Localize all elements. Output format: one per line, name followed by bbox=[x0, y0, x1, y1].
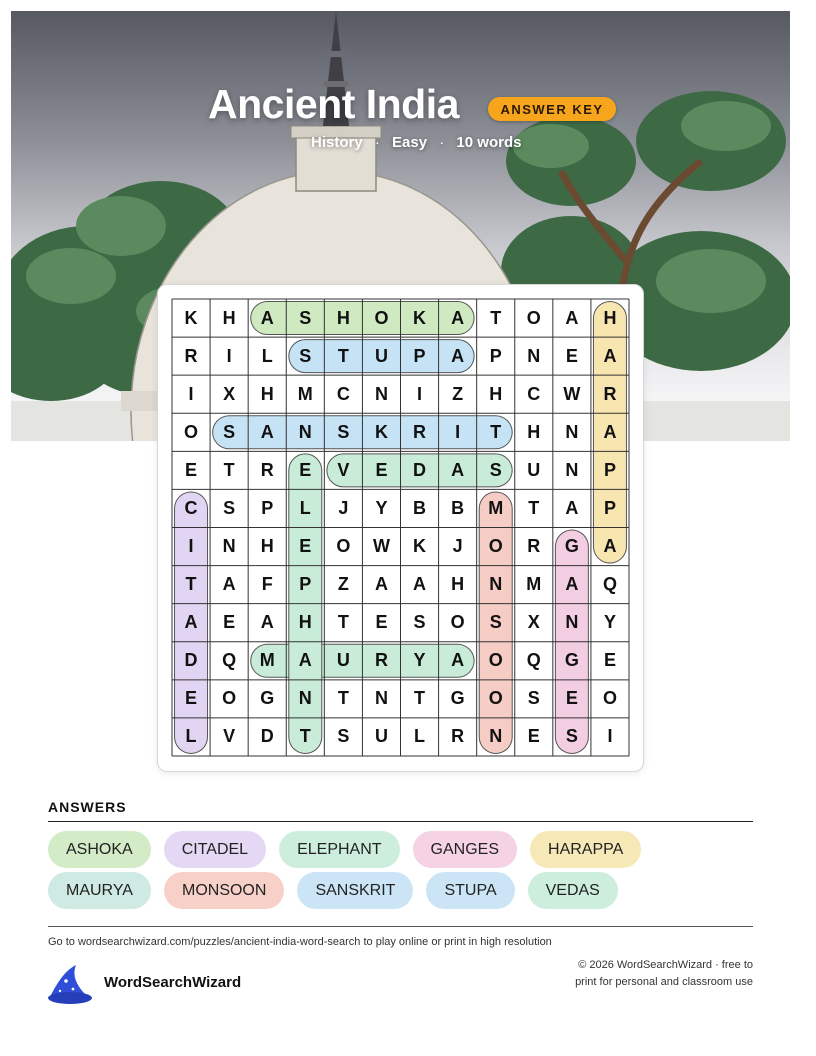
grid-cell: M bbox=[259, 650, 275, 671]
grid-cell: N bbox=[565, 459, 579, 480]
grid-cell: C bbox=[527, 383, 541, 404]
grid-cell: X bbox=[223, 383, 236, 404]
grid-cell: N bbox=[298, 688, 312, 709]
grid-cell: R bbox=[451, 726, 465, 747]
grid-cell: H bbox=[260, 536, 274, 557]
grid-cell: R bbox=[184, 345, 198, 366]
grid-cell: S bbox=[489, 459, 502, 480]
grid-cell: Y bbox=[375, 497, 388, 518]
grid-cell: A bbox=[603, 345, 617, 366]
grid-cell: S bbox=[299, 345, 312, 366]
grid-cell: A bbox=[260, 612, 274, 633]
grid-cell: T bbox=[528, 497, 540, 518]
grid-cell: Y bbox=[413, 650, 426, 671]
grid-cell: G bbox=[260, 688, 275, 709]
category-label: History bbox=[311, 134, 363, 151]
grid-cell: V bbox=[337, 459, 350, 480]
grid-cell: A bbox=[451, 650, 465, 671]
grid-cell: P bbox=[299, 574, 312, 595]
grid-cell: P bbox=[603, 459, 616, 480]
grid-cell: I bbox=[607, 726, 613, 747]
grid-cell: B bbox=[451, 497, 465, 518]
grid-cell: C bbox=[336, 383, 350, 404]
grid-cell: T bbox=[299, 726, 311, 747]
grid-cell: N bbox=[565, 421, 579, 442]
grid-cell: S bbox=[223, 421, 236, 442]
grid-cell: U bbox=[336, 650, 350, 671]
grid-cell: P bbox=[413, 345, 426, 366]
grid-cell: N bbox=[374, 383, 388, 404]
grid-cell: N bbox=[527, 345, 541, 366]
grid-cell: J bbox=[338, 497, 349, 518]
grid-cell: P bbox=[489, 345, 502, 366]
grid-cell: H bbox=[603, 307, 617, 328]
grid-cell: S bbox=[337, 726, 350, 747]
grid-cell: H bbox=[336, 307, 350, 328]
grid-cell: Z bbox=[337, 574, 349, 595]
copyright-text: © 2026 WordSearchWizard · free to print for personal and classroom use bbox=[575, 959, 753, 988]
grid-cell: K bbox=[184, 307, 198, 328]
grid-cell: M bbox=[488, 497, 504, 518]
divider bbox=[48, 926, 753, 927]
page-title: Ancient India bbox=[208, 81, 459, 127]
grid-cell: Z bbox=[452, 383, 464, 404]
footer-link[interactable]: Go to wordsearchwizard.com/puzzles/ancient-india-word-search to play online or print in high resolution bbox=[48, 936, 552, 948]
grid-cell: J bbox=[452, 536, 463, 557]
answers-list bbox=[48, 831, 768, 913]
grid-cell: E bbox=[185, 459, 198, 480]
separator-dot: · bbox=[374, 134, 380, 151]
grid-cell: A bbox=[260, 421, 274, 442]
grid-cell: E bbox=[603, 650, 616, 671]
grid-cell: K bbox=[413, 307, 427, 328]
grid-cell: E bbox=[565, 345, 578, 366]
grid-cell: A bbox=[413, 574, 427, 595]
answer-chip-citadel: CITADEL bbox=[164, 831, 266, 868]
grid-cell: H bbox=[260, 383, 274, 404]
grid-cell: D bbox=[413, 459, 427, 480]
wizard-hat-icon bbox=[46, 963, 94, 1007]
grid-cell: E bbox=[527, 726, 540, 747]
grid-cell: R bbox=[413, 421, 427, 442]
grid-cell: A bbox=[184, 612, 198, 633]
grid-cell: S bbox=[527, 688, 540, 709]
grid-cell: M bbox=[526, 574, 542, 595]
grid-cell: Q bbox=[602, 574, 617, 595]
grid-cell: O bbox=[450, 612, 465, 633]
grid-cell: T bbox=[223, 459, 235, 480]
grid-cell: R bbox=[603, 383, 617, 404]
grid-cell: L bbox=[299, 497, 311, 518]
answer-chip-harappa: HARAPPA bbox=[530, 831, 641, 868]
answer-chip-monsoon: MONSOON bbox=[164, 872, 284, 909]
grid-cell: S bbox=[299, 307, 312, 328]
grid-cell: A bbox=[222, 574, 236, 595]
grid-cell: K bbox=[413, 536, 427, 557]
grid-cell: S bbox=[489, 612, 502, 633]
grid-cell: R bbox=[260, 459, 274, 480]
grid-cell: U bbox=[527, 459, 541, 480]
grid-cell: N bbox=[565, 612, 579, 633]
grid-cell: P bbox=[261, 497, 274, 518]
difficulty-label: Easy bbox=[392, 134, 428, 151]
grid-cell: H bbox=[222, 307, 236, 328]
grid-cell: S bbox=[337, 421, 350, 442]
grid-cell: L bbox=[185, 726, 197, 747]
grid-cell: K bbox=[374, 421, 388, 442]
answer-chip-maurya: MAURYA bbox=[48, 872, 151, 909]
grid-cell: M bbox=[297, 383, 313, 404]
grid-cell: I bbox=[455, 421, 461, 442]
grid-cell: A bbox=[451, 459, 465, 480]
grid-cell: I bbox=[188, 383, 194, 404]
grid-cell: T bbox=[337, 688, 349, 709]
grid-cell: L bbox=[261, 345, 273, 366]
grid-cell: T bbox=[414, 688, 426, 709]
grid-cell: E bbox=[375, 459, 388, 480]
grid-cell: V bbox=[223, 726, 236, 747]
grid-cell: E bbox=[565, 688, 578, 709]
grid-cell: O bbox=[488, 688, 503, 709]
grid-cell: A bbox=[603, 536, 617, 557]
grid-cell: I bbox=[417, 383, 423, 404]
separator-dot: · bbox=[439, 134, 445, 151]
grid-cell: I bbox=[188, 536, 194, 557]
grid-cell: A bbox=[565, 497, 579, 518]
grid-cell: N bbox=[489, 726, 503, 747]
grid-cell: A bbox=[374, 574, 388, 595]
grid-cell: N bbox=[222, 536, 236, 557]
grid-cell: I bbox=[226, 345, 232, 366]
grid-cell: D bbox=[184, 650, 198, 671]
grid-cell: A bbox=[603, 421, 617, 442]
grid-cell: E bbox=[185, 688, 198, 709]
grid-cell: C bbox=[184, 497, 198, 518]
grid-cell: O bbox=[526, 307, 541, 328]
grid-cell: T bbox=[490, 421, 502, 442]
word-grid bbox=[172, 299, 629, 756]
answer-key-badge: ANSWER KEY bbox=[488, 97, 616, 121]
grid-cell: W bbox=[372, 536, 390, 557]
grid-cell: T bbox=[185, 574, 197, 595]
grid-cell: H bbox=[489, 383, 503, 404]
grid-cell: E bbox=[299, 459, 312, 480]
grid-cell: E bbox=[223, 612, 236, 633]
grid-cell: T bbox=[337, 345, 349, 366]
grid-cell: G bbox=[564, 536, 579, 557]
grid-cell: S bbox=[413, 612, 426, 633]
grid-cell: U bbox=[374, 345, 388, 366]
answer-chip-stupa: STUPA bbox=[426, 872, 514, 909]
grid-cell: O bbox=[222, 688, 237, 709]
grid-cell: G bbox=[450, 688, 465, 709]
grid-cell: O bbox=[488, 536, 503, 557]
grid-cell: N bbox=[298, 421, 312, 442]
grid-cell: S bbox=[223, 497, 236, 518]
grid-cell: X bbox=[527, 612, 540, 633]
grid-cell: O bbox=[374, 307, 389, 328]
grid-cell: B bbox=[413, 497, 427, 518]
brand-name: WordSearchWizard bbox=[104, 974, 242, 991]
grid-cell: R bbox=[527, 536, 541, 557]
grid-cell: P bbox=[603, 497, 616, 518]
grid-cell: A bbox=[451, 345, 465, 366]
grid-cell: Q bbox=[526, 650, 541, 671]
grid-cell: A bbox=[451, 307, 465, 328]
grid-cell: O bbox=[602, 688, 617, 709]
grid-cell: H bbox=[298, 612, 312, 633]
grid-cell: D bbox=[260, 726, 274, 747]
grid-cell: Q bbox=[222, 650, 237, 671]
grid-cell: H bbox=[527, 421, 541, 442]
grid-cell: A bbox=[565, 307, 579, 328]
grid-cell: E bbox=[375, 612, 388, 633]
grid-cell: A bbox=[298, 650, 312, 671]
grid-cell: U bbox=[374, 726, 388, 747]
grid-cell: T bbox=[337, 612, 349, 633]
grid-cell: F bbox=[261, 574, 273, 595]
grid-cell: H bbox=[451, 574, 465, 595]
divider bbox=[48, 821, 753, 822]
grid-cell: O bbox=[336, 536, 351, 557]
answer-chip-ashoka: ASHOKA bbox=[48, 831, 151, 868]
grid-cell: O bbox=[184, 421, 199, 442]
grid-cell: L bbox=[414, 726, 426, 747]
grid-cell: S bbox=[565, 726, 578, 747]
answer-chip-vedas: VEDAS bbox=[528, 872, 618, 909]
answer-chip-ganges: GANGES bbox=[413, 831, 517, 868]
grid-cell: T bbox=[490, 307, 502, 328]
answers-heading: ANSWERS bbox=[48, 799, 127, 815]
grid-cell: Y bbox=[603, 612, 616, 633]
word-count-label: 10 words bbox=[456, 134, 522, 151]
grid-cell: E bbox=[299, 536, 312, 557]
grid-cell: A bbox=[260, 307, 274, 328]
grid-cell: W bbox=[563, 383, 581, 404]
grid-cell: A bbox=[565, 574, 579, 595]
grid-cell: O bbox=[488, 650, 503, 671]
grid-cell: G bbox=[564, 650, 579, 671]
answer-chip-sanskrit: SANSKRIT bbox=[297, 872, 413, 909]
grid-cell: N bbox=[489, 574, 503, 595]
grid-cell: R bbox=[374, 650, 388, 671]
answer-chip-elephant: ELEPHANT bbox=[279, 831, 399, 868]
grid-cell: N bbox=[374, 688, 388, 709]
